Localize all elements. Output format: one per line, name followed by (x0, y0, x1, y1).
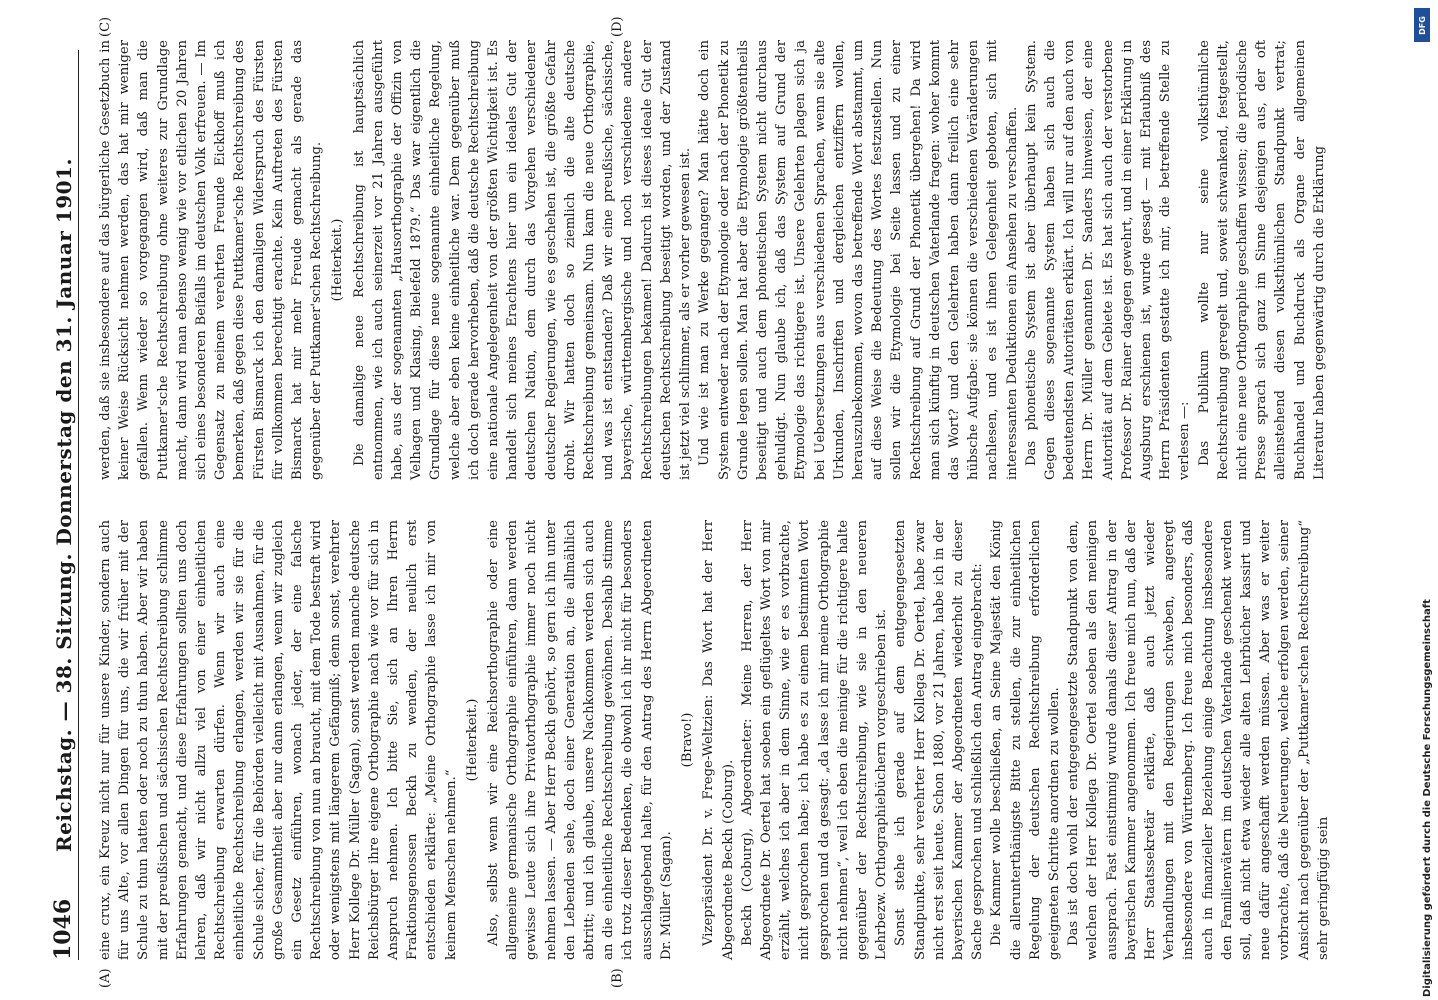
page-header (50, 50, 79, 960)
left-column (96, 520, 1331, 960)
margin-marker-d: (D) (610, 16, 625, 37)
running-title: Reichstag. — 38. Sitzung. Donnerstag den 31. Januar 1901. (52, 158, 76, 852)
paragraph: Vizepräsident Dr. v. Frege-Weltzien: Das Wort hat der Herr Abgeordnete Beckh (Coburg). (701, 520, 736, 960)
interjection: (Bravo!) (680, 712, 696, 768)
quoted-motion: Die Kammer wolle beschließen, an Seine Majestät den König die allerunterthänigste Bitte zu stellen, die zur einheitlichen Regelung der deutschen Rechtschreibung erforderlichen geeigneten Schritte anordnen zu wollen. (989, 520, 1062, 960)
paragraph: werden, daß sie insbesondere auf das bürgerliche Gesetzbuch in keiner Weise Rücksicht nehmen werden, das hat mir weniger gefallen. Wenn wieder so vorgegangen wird, daß man die Puttkamer'sche Rechtschreibung ohne weiteres zur Grundlage macht, dann wird man ebenso wenig wie vor etlichen 20 Jahren sich eines besonderen Beifalls im deutschen Volk erfreuen. — Im Gegensatz zu meinem verehrten Freunde Eickhoff muß ich bemerken, daß gegen diese Puttkamer'sche Rechtschreibung des Fürsten Bismarck ich den damaligen Widerspruch des Fürsten für vollkommen berechtigt erachte. Kein Auftreten des Fürsten Bismarck hat mir mehr Freude gemacht als gerade das gegenüber der Puttkamer'schen Rechtschreibung. (98, 40, 325, 480)
dfg-logo: DFG (1414, 8, 1430, 42)
quoted-passage: Das Publikum wollte nur seine volksthümliche Rechtschreibung geregelt und, soweit schwankend, festgestellt, nicht eine neue Orthographie geschaffen wissen; die periodische Presse sprach sich ganz im Sinne desjenigen aus, der oft alleinstehend diesen volksthümlichen Standpunkt vertrat; Buchhandel und Buchdruck als Organe der allgemeinen Literatur haben gegenwärtig durch die Erklärung (1196, 40, 1327, 480)
right-column (96, 40, 1327, 480)
margin-marker-c: (C) (98, 16, 113, 37)
interjection: (Heiterkeit.) (464, 698, 480, 782)
margin-marker-a: (A) (98, 968, 113, 988)
page-number: 1046 (50, 898, 76, 960)
paragraph: Das phonetische System ist aber überhaupt kein System. Gegen dieses sogenannte System haben sich auch die bedeutendsten Autoritäten erklärt. Ich will nur auf den auch von Herrn Dr. Müller genannten Dr. Sanders hinweisen, der eine Autorität auf dem Gebiete ist. Es hat sich auch der verstorbene Professor Dr. Rainer dagegen gewehrt, und in einer Erklärung in Augsburg erschienen ist, wurde gesagt — mit Erlaubniß des Herrn Präsidenten gestatte ich mir, die betreffende Stelle zu verlesen —: (1023, 40, 1193, 480)
paragraph: Also, selbst wenn wir eine Reichsorthographie oder eine allgemeine germanische Orthographie einführen, dann werden gewisse Leute sich ihre Privatorthographie immer noch nicht nehmen lassen. — Aber Herr Beckh gehört, so gern ich ihn unter den Lebenden sehe, doch einer Generation an, die allmählich abtritt; und ich glaube, unsere Nachkommen werden sich auch an die einheitliche Rechtschreibung gewöhnen. Deshalb stimme ich trotz dieser Bedenken, die obwohl ich ihr nicht für besonders ausschlaggebend halte, für den Antrag des Herrn Abgeordneten Dr. Müller (Sagan). (486, 520, 674, 960)
margin-marker-b: (B) (610, 968, 625, 988)
paragraph: Die damalige neue Rechtschreibung ist hauptsächlich entnommen, wie ich auch seinerzeit vor 21 Jahren ausgeführt habe, aus der sogenannten „Hausorthographie der Offizin von Velhagen und Klasing, Bielefeld 1879.“ Das war eigentlich die Grundlage für diese neue sogenannte einheitliche Regelung, welche aber eben keine einheitliche war. Dem gegenüber muß ich doch gerade hervorheben, daß die deutsche Rechtschreibung eine nationale Angelegenheit von der größten Wichtigkeit ist. Es handelt sich meines Erachtens hier um ein ideales Gut der deutschen Nation, dem durch das Vorgehen verschiedener deutscher Regierungen, wie es geschehen ist, die größte Gefahr droht. Wir hatten doch so ziemlich die alte deutsche Rechtschreibung gemeinsam. Nun kam die neue Orthographie, und was ist entstanden? Daß wir eine preußische, sächsische, bayerische, württembergische und noch verschiedene andere Rechtschreibungen bekamen! Dadurch ist dieses ideale Gut der deutschen Rechtschreibung beseitigt worden, und der Zustand ist jetzt viel schlimmer, als er vorher gewesen ist. (351, 40, 694, 480)
paragraph: Sonst stehe ich gerade auf dem entgegengesetzten Standpunkte, sehr verehrter Herr Kollega Dr. Oertel, habe zwar nicht erst seit heute. Schon 1880, vor 21 Jahren, habe ich in der bayerischen Kammer der Abgeordneten wiederholt zu dieser Sache gesprochen und schließlich den Antrag eingebracht: (893, 520, 986, 960)
interjection: (Heiterkeit.) (330, 218, 346, 302)
paragraph: Beckh (Coburg), Abgeordneter: Meine Herren, der Herr Abgeordnete Dr. Oertel hat soeben ein geflügeltes Wort von mir erzählt, welches ich aber in dem Sinne, wie er es vorbrachte, nicht gesprochen habe; ich habe es zu einem bestimmten Wort gesprochen und da gesagt: „da lasse ich mir meine Orthographie nicht nehmen“, weil ich eben die meinige für die richtigere halte gegenüber der Rechtschreibung, wie sie in den neueren Lehrbezw. Orthographiebüchern vorgeschrieben ist. (739, 520, 890, 960)
paragraph: Und wie ist man zu Werke gegangen? Man hätte doch ein System entweder nach der Etymologie oder nach der Phonetik zu Grunde legen sollen. Man hat aber die Etymologie größtentheils beseitigt und auch dem phonetischen System nicht durchaus gehuldigt. Nun glaube ich, daß das System auf Grund der Etymologie das richtigere ist. Unsere Gelehrten plagen sich ja bei Uebersetzungen aus verschiedenen Sprachen, wenn sie alte Urkunden, Inschriften und dergleichen entziffern wollen, herauszubekommen, wovon das betreffende Wort abstammt, um auf diese Weise die Bedeutung des Wortes festzustellen. Nun sollen wir die Etymologie bei Seite lassen und zu einer Rechtschreibung auf Grund der Phonetik übergehen! Da wird man sich künftig in deutschen Vaterlande fragen: woher kommt das Wort? und den Gelehrten haben dann freilich eine sehr hübsche Aufgabe: sie können die verschiedenen Veränderungen nachlesen, und es ist ihnen Gelegenheit geboten, sich mit interessanten Deduktionen ein Ansehen zu verschaffen. (697, 40, 1020, 480)
digitization-credit: Digitalisierung gefördert durch die Deutsche Forschungsgemeinschaft (1422, 599, 1433, 997)
paragraph: eine crux, ein Kreuz nicht nur für unsere Kinder, sondern auch für uns Alte, vor allen Dingen für uns, die wir früher mit der Schule zu thun hatten oder noch zu thun haben. Aber wir haben mit der preußischen und sächsischen Rechtschreibung schlimme Erfahrungen gemacht, und diese Erfahrungen sollten uns doch lehren, daß wir nicht allzu viel von einer einheitlichen Rechtschreibung erwarten dürfen. Wenn wir auch eine einheitliche Rechtschreibung erlangen, werden wir sie für die Schule sicher, für die Behörden vielleicht mit Ausnahmen, für die große Gesammtheit aber nur dann erlangen, wenn wir zugleich ein Gesetz einführen, wonach jeder, der eine falsche Rechtschreibung von nun an braucht, mit dem Tode bestraft wird oder wenigstens mit längerem Gefängniß; denn sonst, verehrter Herr Kollege Dr. Müller (Sagan), sonst werden manche deutsche Reichsbürger ihre eigene Orthographie nach wie vor für sich in Anspruch nehmen. Ich bitte Sie, sich an Ihren Herrn Fraktionsgenossen Beckh zu wenden, der neulich erst entschieden erklärte: „Meine Orthographie lasse ich mir von keinem Menschen nehmen.“ (98, 520, 459, 960)
paragraph: Das ist doch wohl der entgegengesetzte Standpunkt von dem, welchen der Herr Kollega Dr. Oertel soeben als den meinigen aussprach. Fast einstimmig wurde damals dieser Antrag in der bayerischen Kammer angenommen. Ich freue mich nun, daß der Herr Staatssekretär erklärte, daß auch jetzt wieder Verhandlungen mit den Regierungen schweben, angeregt insbesondere von Württemberg. Ich freue mich besonders, daß auch in finanzieller Beziehung einige Beachtung insbesondere den Familienvätern im deutschen Vaterlande geschenkt werden soll, daß nicht etwa wieder alle alten Lehrbücher kassirt und neue dafür angeschafft werden müssen. Aber was er weiter vorbrachte, daß die Neuerungen, welche erfolgen werden, seiner Ansicht nach gegenüber der „Puttkamer'schen Rechtschreibung“ sehr geringfügig sein (1066, 520, 1331, 960)
